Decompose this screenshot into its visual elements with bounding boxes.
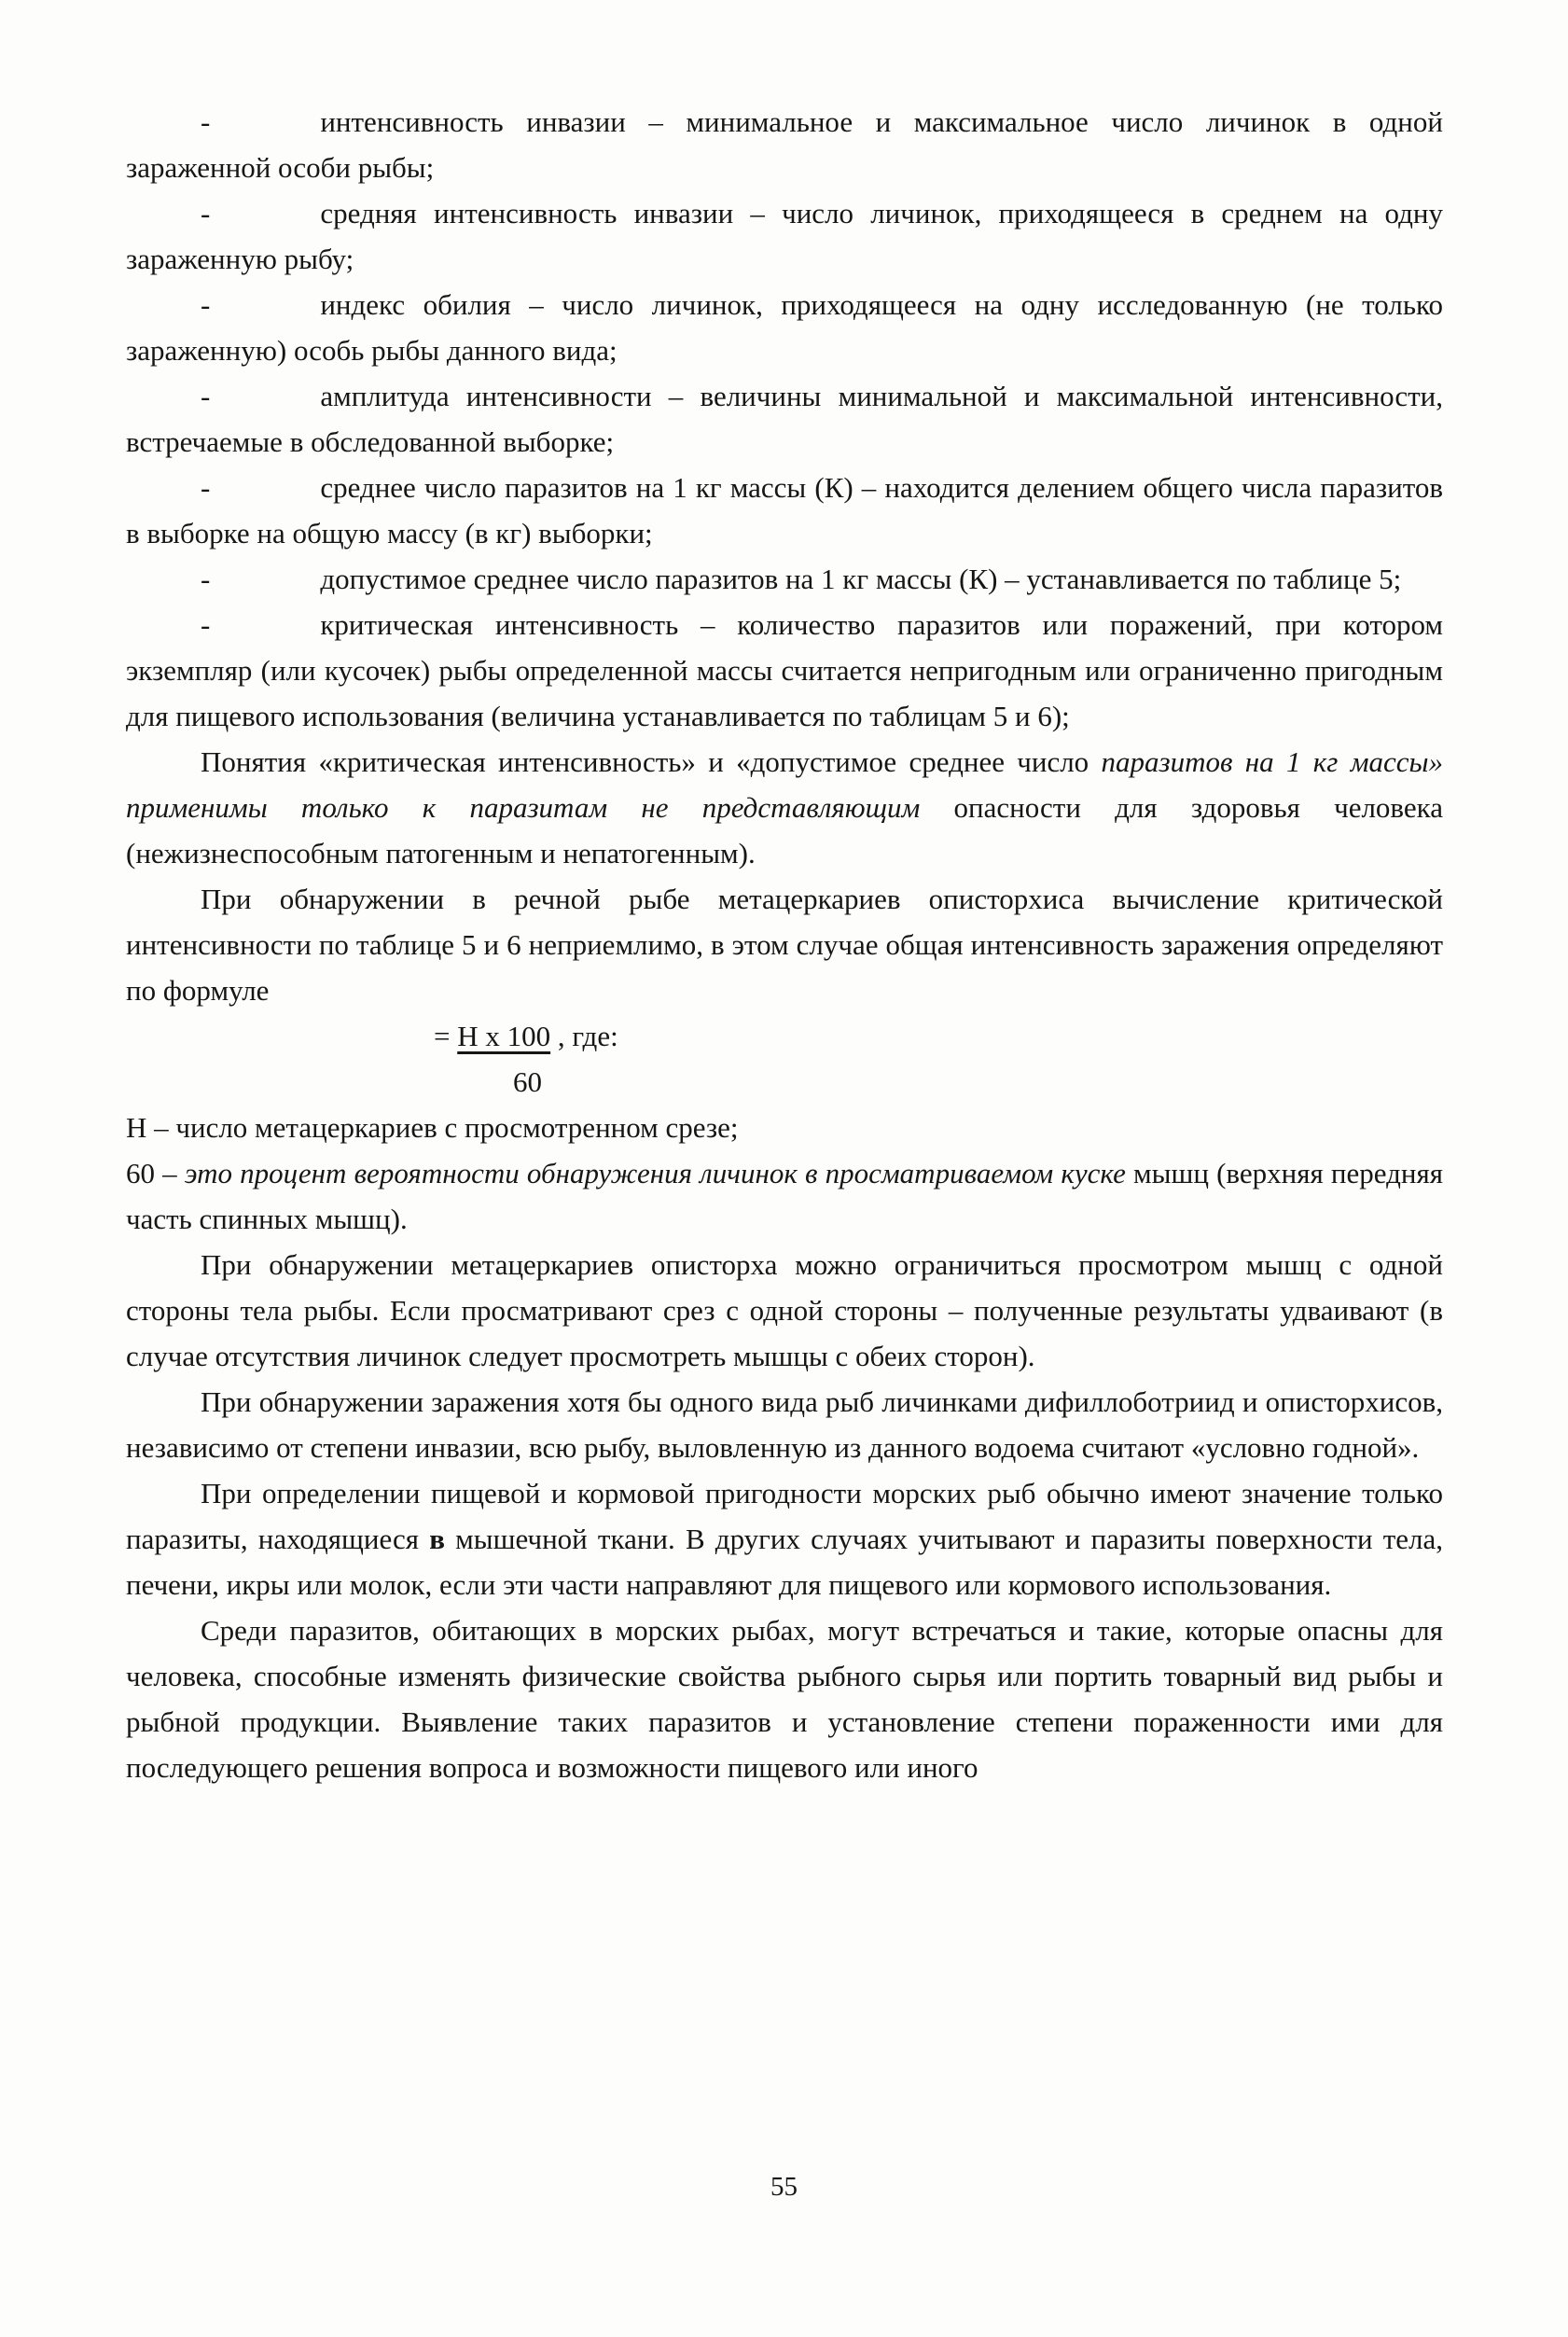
definition-list-item bbox=[126, 465, 1443, 556]
list-dash-marker: - bbox=[201, 471, 211, 504]
formula-suffix: , где: bbox=[550, 1020, 618, 1052]
text-run: критическая интенсивность – количество паразитов или поражений, при котором экземпляр (или кусочек) рыбы определенной массы считается непригодным или ограниченно пригодным для пищевого использования (величина устанавливается по таблицам 5 и 6); bbox=[126, 608, 1443, 732]
text-run: в bbox=[429, 1523, 445, 1555]
paragraph bbox=[126, 876, 1443, 1013]
text-run: При обнаружении метацеркариев описторха можно ограничиться просмотром мышц с одной стороны тела рыбы. Если просматривают срез с одной стороны – полученные результаты удваивают (в случае отсутствия личинок следует просмотреть мышцы с обеих сторон). bbox=[126, 1248, 1443, 1372]
formula-denominator: 60 bbox=[513, 1065, 542, 1098]
formula-equals: = bbox=[434, 1020, 458, 1052]
definition-list-item bbox=[126, 602, 1443, 739]
paragraph bbox=[126, 1470, 1443, 1607]
text-run: индекс обилия – число личинок, приходящееся на одну исследованную (не только зараженную) особь рыбы данного вида; bbox=[126, 288, 1443, 367]
text-run: Н – число метацеркариев с просмотренном срезе; bbox=[126, 1111, 739, 1144]
definition-list-item bbox=[126, 282, 1443, 373]
page-number: 55 bbox=[770, 2172, 798, 2202]
text-run: опасности для здоровья человека (нежизнеспособным патогенным и непатогенным). bbox=[126, 791, 1443, 869]
list-dash-marker: - bbox=[201, 380, 211, 412]
formula-numerator-line bbox=[434, 1013, 1443, 1059]
list-dash-marker: - bbox=[201, 197, 211, 230]
list-dash-marker: - bbox=[201, 563, 211, 595]
text-run: допустимое среднее число паразитов на 1 кг массы (К) – устанавливается по таблице 5; bbox=[320, 563, 1402, 595]
text-run: Понятия «критическая интенсивность» и «допустимое среднее число bbox=[201, 745, 1102, 778]
paragraph bbox=[126, 1379, 1443, 1470]
text-run: амплитуда интенсивности – величины минимальной и максимальной интенсивности, встречаемые в обследованной выборке; bbox=[126, 380, 1443, 458]
text-run: Среди паразитов, обитающих в морских рыбах, могут встречаться и такие, которые опасны для человека, способные изменять физические свойства рыбного сырья или портить товарный вид рыбы и рыбной продукции. Выявление таких паразитов и установление степени пораженности ими для последующего решения вопроса и возможности пищевого или иного bbox=[126, 1614, 1443, 1784]
text-run: паразитов на 1 кг массы» применимы только к паразитам не представляющим bbox=[126, 745, 1443, 824]
paragraph bbox=[126, 739, 1443, 876]
list-dash-marker: - bbox=[201, 288, 211, 321]
definition-list-item bbox=[126, 373, 1443, 465]
text-run: средняя интенсивность инвазии – число личинок, приходящееся в среднем на одну зараженную рыбу; bbox=[126, 197, 1443, 275]
text-run: среднее число паразитов на 1 кг массы (К) – находится делением общего числа паразитов в выборке на общую массу (в кг) выборки; bbox=[126, 471, 1443, 549]
definition-list-item bbox=[126, 99, 1443, 190]
formula-numerator: Н х 100 bbox=[457, 1020, 551, 1052]
text-run: 60 – bbox=[126, 1157, 185, 1189]
text-run: мышц (верхняя передняя часть спинных мышц). bbox=[126, 1157, 1443, 1235]
text-run: При обнаружении заражения хотя бы одного вида рыб личинками дифиллоботриид и описторхисов, независимо от степени инвазии, всю рыбу, выловленную из данного водоема считают «условно годной». bbox=[126, 1385, 1443, 1464]
text-run: При обнаружении в речной рыбе метацеркариев описторхиса вычисление критической интенсивности по таблице 5 и 6 неприемлимо, в этом случае общая интенсивность заражения определяют по формуле bbox=[126, 883, 1443, 1007]
paragraph bbox=[126, 1242, 1443, 1379]
text-run: интенсивность инвазии – минимальное и максимальное число личинок в одной зараженной особи рыбы; bbox=[126, 105, 1443, 184]
formula-block bbox=[434, 1013, 1443, 1105]
text-run: мышечной ткани. В других случаях учитывают и паразиты поверхности тела, печени, икры или молок, если эти части направляют для пищевого или кормового использования. bbox=[126, 1523, 1443, 1601]
definition-list-item bbox=[126, 556, 1443, 602]
list-dash-marker: - bbox=[201, 105, 211, 138]
text-run: это процент вероятности обнаружения личинок в просматриваемом куске bbox=[184, 1157, 1126, 1189]
text-run: При определении пищевой и кормовой пригодности морских рыб обычно имеют значение только паразиты, находящиеся bbox=[126, 1477, 1443, 1555]
formula-legend-line bbox=[126, 1150, 1443, 1242]
list-dash-marker: - bbox=[201, 608, 211, 641]
paragraph bbox=[126, 1607, 1443, 1790]
document-body bbox=[126, 99, 1443, 1790]
definition-list-item bbox=[126, 190, 1443, 282]
formula-legend-line bbox=[126, 1105, 1443, 1150]
